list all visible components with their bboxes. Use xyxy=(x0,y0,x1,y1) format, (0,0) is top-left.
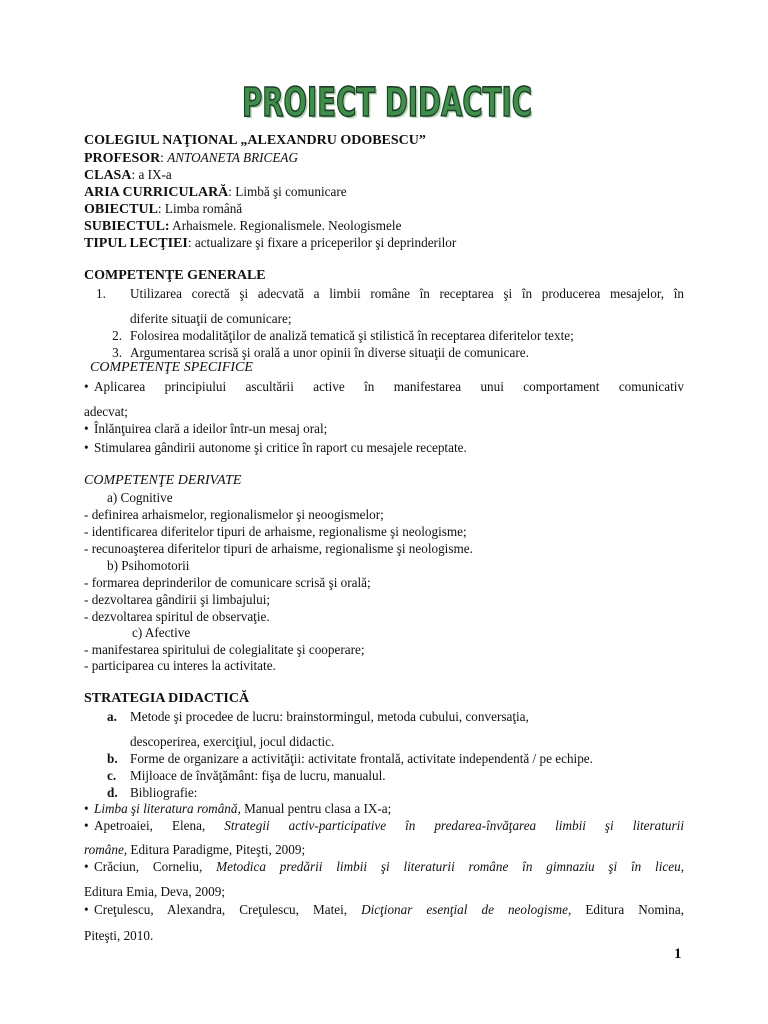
afective-item-2: - participarea cu interes la activitate. xyxy=(84,658,276,673)
strategia-heading: STRATEGIA DIDACTICĂ xyxy=(84,691,250,706)
generale-item-1: 1. Utilizarea corectă şi adecvată a limbii române în receptarea şi în producerea mesajelor, în xyxy=(96,286,684,301)
tipul-value: actualizare şi fixare a priceperilor şi deprinderilor xyxy=(194,235,457,250)
aria-value: Limbă şi comunicare xyxy=(235,184,347,199)
title-text: PROIECT DIDACTIC xyxy=(242,80,532,126)
clasa-label: CLASA xyxy=(84,168,132,183)
strategia-a-cont: descoperirea, exerciţiul, jocul didactic. xyxy=(130,734,335,749)
obiectul-line: OBIECTUL: Limba română xyxy=(84,201,243,217)
obiectul-label: OBIECTUL xyxy=(84,202,158,217)
generale-item-3: 3. Argumentarea scrisă şi orală a unor opinii în diverse situaţii de comunicare. xyxy=(112,345,529,360)
svg-text:PROIECT DIDACTIC: PROIECT DIDACTIC xyxy=(244,82,534,128)
bullet-icon: • xyxy=(84,440,89,455)
strategia-d: d. Bibliografie: xyxy=(107,785,198,800)
bullet-icon: • xyxy=(84,801,89,816)
psiho-item-1: - formarea deprinderilor de comunicare scrisă şi orală; xyxy=(84,575,371,590)
generale-heading: COMPETENŢE GENERALE xyxy=(84,268,266,283)
psiho-item-2: - dezvoltarea gândirii şi limbajului; xyxy=(84,592,271,607)
bib-item-3-cont: Editura Emia, Deva, 2009; xyxy=(84,884,225,899)
profesor-line: PROFESOR: ANTOANETA BRICEAG xyxy=(84,150,298,166)
afective-label: c) Afective xyxy=(132,625,191,640)
cognitive-item-3: - recunoaşterea diferitelor tipuri de arhaisme, regionalisme şi neologisme. xyxy=(84,541,473,556)
cognitive-label: a) Cognitive xyxy=(107,490,173,505)
strategia-a: a. Metode şi procedee de lucru: brainstormingul, metoda cubului, conversaţia, xyxy=(107,709,529,724)
document-title xyxy=(238,74,538,130)
tipul-line: TIPUL LECŢIEI: actualizare şi fixare a priceperilor şi deprinderilor xyxy=(84,235,457,251)
psiho-label: b) Psihomotorii xyxy=(107,558,190,573)
generale-item-2: 2. Folosirea modalităţilor de analiză tematică şi stilistică în receptarea diferitelor texte; xyxy=(112,328,574,343)
strategia-c: c. Mijloace de învăţământ: fişa de lucru, manualul. xyxy=(107,768,386,783)
psiho-item-3: - dezvoltarea spiritul de observaţie. xyxy=(84,609,270,624)
school-name: COLEGIUL NAŢIONAL „ALEXANDRU ODOBESCU” xyxy=(84,133,426,148)
bib-item-2: • Apetroaiei, Elena, Strategii activ-participative în predarea-învăţarea limbii şi literaturii xyxy=(84,818,684,833)
cognitive-item-2: - identificarea diferitelor tipuri de arhaisme, regionalisme şi neologisme; xyxy=(84,524,467,539)
specifice-item-3: • Stimularea gândirii autonome şi critice în raport cu mesajele receptate. xyxy=(84,440,467,455)
bib-item-2-cont: române, Editura Paradigme, Piteşti, 2009; xyxy=(84,842,306,857)
obiectul-value: Limba română xyxy=(164,201,243,216)
subiectul-label: SUBIECTUL: xyxy=(84,219,170,234)
bib-item-4: • Creţulescu, Alexandra, Creţulescu, Matei, Dicţionar esenţial de neologisme, Editura Nomina, xyxy=(84,902,685,917)
bib-item-1: • Limba şi literatura română, Manual pentru clasa a IX-a; xyxy=(84,801,392,816)
profesor-label: PROFESOR xyxy=(84,151,161,166)
clasa-line: CLASA: a IX-a xyxy=(84,167,172,183)
page-number: 1 xyxy=(674,946,682,962)
derivate-heading: COMPETENŢE DERIVATE xyxy=(84,473,242,488)
bullet-icon: • xyxy=(84,902,89,917)
aria-line: ARIA CURRICULARĂ: Limbă şi comunicare xyxy=(84,184,347,200)
bib-item-4-cont: Piteşti, 2010. xyxy=(84,928,154,943)
subiectul-line xyxy=(84,218,401,235)
specifice-item-1: • Aplicarea principiului ascultării active în manifestarea unui comportament comunicativ xyxy=(84,379,684,394)
profesor-value: ANTOANETA BRICEAG xyxy=(167,150,298,165)
specifice-item-2: • Înlănţuirea clară a ideilor într-un mesaj oral; xyxy=(84,421,328,436)
afective-item-1: - manifestarea spiritului de colegialitate şi cooperare; xyxy=(84,642,365,657)
bullet-icon: • xyxy=(84,818,89,833)
tipul-label: TIPUL LECŢIEI xyxy=(84,236,188,251)
generale-item-1-cont: diferite situaţii de comunicare; xyxy=(130,311,292,326)
specifice-item-1-cont: adecvat; xyxy=(84,404,128,419)
bullet-icon: • xyxy=(84,379,89,394)
aria-label: ARIA CURRICULARĂ xyxy=(84,185,229,200)
bullet-icon: • xyxy=(84,859,89,874)
subiectul-value: Arhaismele. Regionalismele. Neologismele xyxy=(172,218,402,233)
strategia-b: b. Forme de organizare a activităţii: activitate frontală, activitate independentă / pe echipe. xyxy=(107,751,593,766)
bullet-icon: • xyxy=(84,421,89,436)
clasa-value: a IX-a xyxy=(138,167,172,182)
cognitive-item-1: - definirea arhaismelor, regionalismelor şi neoogismelor; xyxy=(84,507,384,522)
specifice-heading: COMPETENŢE SPECIFICE xyxy=(90,360,253,375)
bib-item-3: • Crăciun, Corneliu, Metodica predării limbii şi literaturii române în gimnaziu şi în liceu, xyxy=(84,859,684,874)
